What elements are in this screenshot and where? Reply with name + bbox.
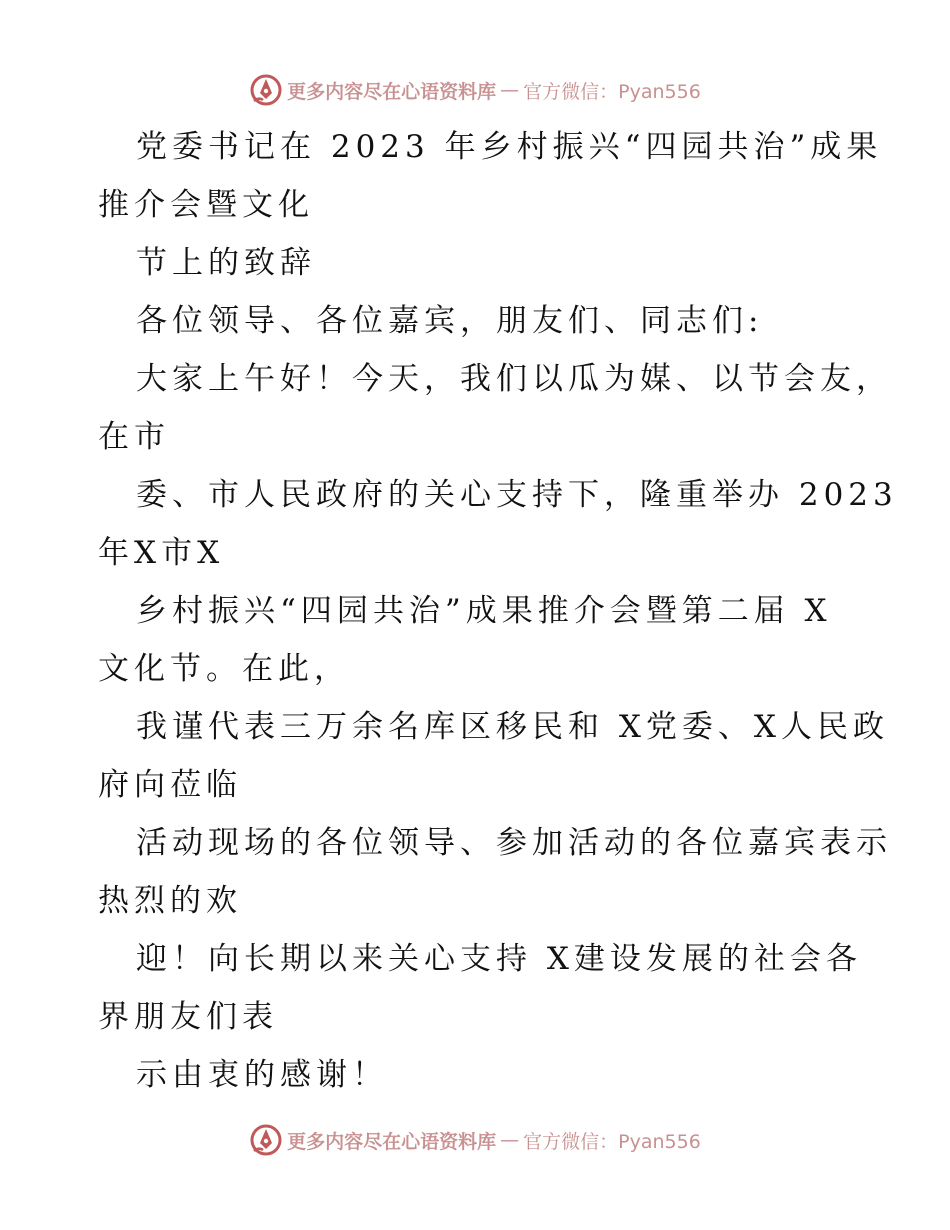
text-line: 热烈的欢: [98, 883, 242, 919]
text-line: 年X市X: [98, 535, 225, 571]
header-watermark: [0, 70, 950, 110]
watermark-contact: 官方微信：Pyan556: [523, 1130, 701, 1153]
pen-nib-circle-icon: [249, 1123, 283, 1157]
text-line: 各位领导、各位嘉宾，朋友们、同志们:: [136, 303, 764, 339]
text-line: 文化节。在此，: [98, 651, 350, 687]
text-line: 在市: [98, 419, 170, 455]
text-line: 示由衷的感谢！: [136, 1057, 388, 1093]
text-line: 委、市人民政府的关心支持下，隆重举办 2023: [136, 477, 898, 513]
watermark-dash: —: [500, 1129, 520, 1151]
text-line: 府向莅临: [98, 767, 242, 803]
text-line: 大家上午好！今天，我们以瓜为媒、以节会友，: [136, 361, 892, 397]
document-body: [98, 118, 898, 1104]
text-line: 节上的致辞: [136, 245, 316, 281]
watermark-brand: 更多内容尽在心语资料库: [287, 1130, 497, 1153]
text-line: 我谨代表三万余名库区移民和 X党委、X人民政: [136, 709, 889, 745]
watermark-brand: 更多内容尽在心语资料库: [287, 80, 497, 103]
text-line: 界朋友们表: [98, 999, 278, 1035]
text-line: 党委书记在 2023 年乡村振兴“四园共治”成果: [136, 129, 883, 165]
pen-nib-circle-icon: [249, 73, 283, 107]
watermark-dash: —: [500, 79, 520, 101]
text-line: 乡村振兴“四园共治”成果推介会暨第二届 X: [136, 593, 832, 629]
text-line: 活动现场的各位领导、参加活动的各位嘉宾表示: [136, 825, 892, 861]
text-line: 迎！向长期以来关心支持 X建设发展的社会各: [136, 941, 862, 977]
watermark-contact: 官方微信：Pyan556: [523, 80, 701, 103]
footer-watermark: [0, 1120, 950, 1160]
text-line: 推介会暨文化: [98, 187, 314, 223]
